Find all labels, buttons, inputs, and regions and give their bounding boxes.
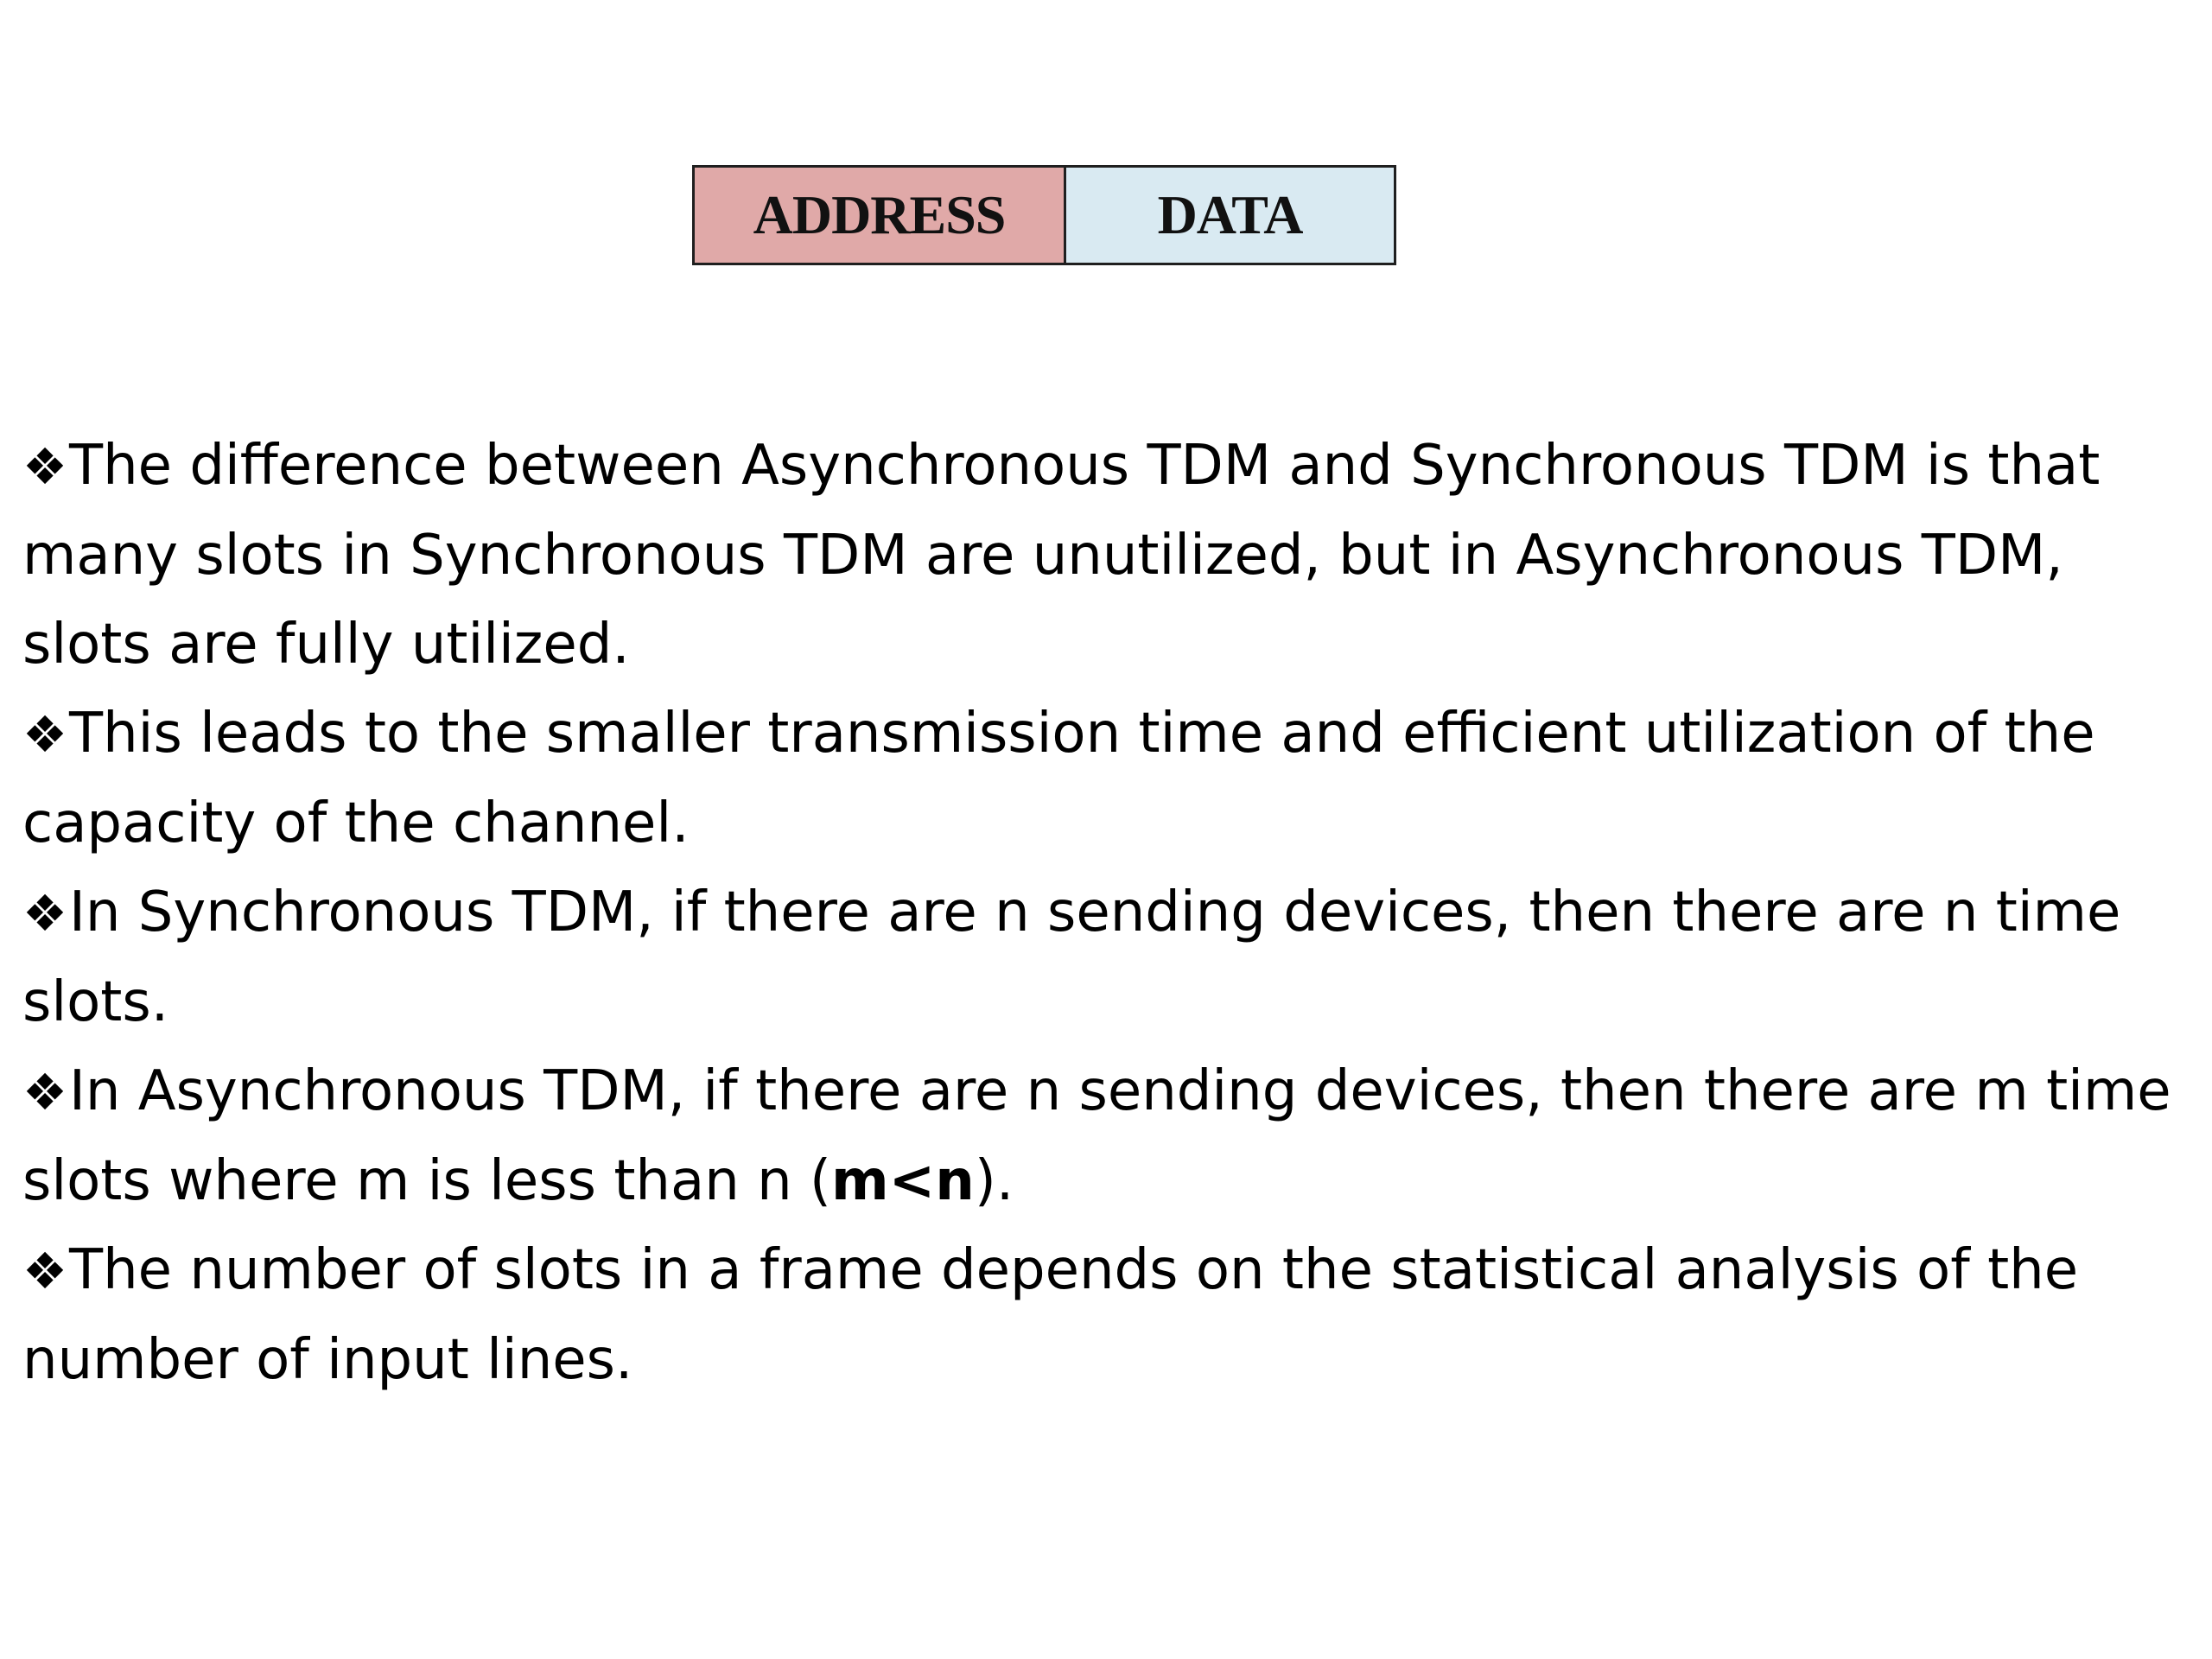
bullet-list xyxy=(22,422,2200,1405)
bullet-text: The difference between Asynchronous TDM and Synchronous TDM is that many slots in Synchronous TDM are unutilized, but in Asynchronous TDM, slots are fully utilized. xyxy=(22,434,2101,677)
bullet-item xyxy=(22,422,2200,690)
bullet-text: In Asynchronous TDM, if there are n sending devices, then there are m time slots where m is less than n ( xyxy=(22,1059,2171,1213)
bullet-item xyxy=(22,1047,2200,1226)
bullet-item xyxy=(22,1226,2200,1405)
bullet-text: The number of slots in a frame depends on the statistical analysis of the number of input lines. xyxy=(22,1238,2079,1392)
four-diamond-bullet-icon: ❖ xyxy=(22,705,67,764)
bullet-text-emphasis: m<n xyxy=(830,1149,975,1213)
bullet-text: This leads to the smaller transmission time and efficient utilization of the capacity of the channel. xyxy=(22,702,2095,855)
four-diamond-bullet-icon: ❖ xyxy=(22,1242,67,1300)
address-field: ADDRESS xyxy=(695,168,1066,263)
frame-format-diagram xyxy=(692,165,1396,265)
four-diamond-bullet-icon: ❖ xyxy=(22,437,67,496)
four-diamond-bullet-icon: ❖ xyxy=(22,884,67,943)
bullet-text: In Synchronous TDM, if there are n sending devices, then there are n time slots. xyxy=(22,880,2121,1034)
data-field: DATA xyxy=(1066,168,1394,263)
bullet-item xyxy=(22,868,2200,1047)
bullet-item xyxy=(22,690,2200,868)
four-diamond-bullet-icon: ❖ xyxy=(22,1063,67,1122)
bullet-text: ). xyxy=(974,1149,1014,1213)
